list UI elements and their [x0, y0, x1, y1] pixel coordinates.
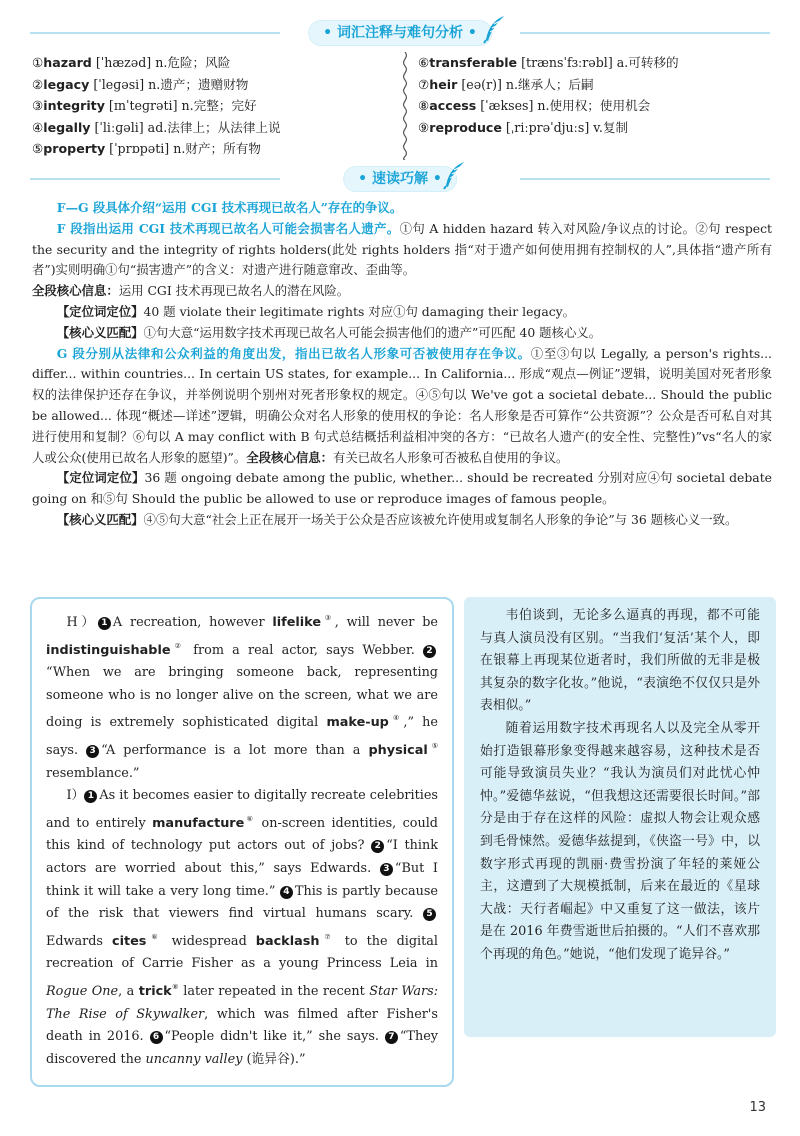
dot: • — [467, 25, 477, 41]
dot: • — [432, 171, 442, 187]
vocab-column-left — [32, 52, 392, 160]
passage-paragraph-i: I） 1 As it becomes easier to digitally recreate celebrities and to entirely manufacture⑥ on-screen identities, could this kind of technology put actors out of jobs? 2 “I think actors are worried about this,” says Edwards. 3 “But I think it will take a very long time.” 4 This is partly because of the risk that viewers find virtual humans scary. 5Edwards cites⑥ widespread backlash⑦ to the digital recreation of Carrie Fisher as a young Princess Leia in Rogue One, a trick⑧ later repeated in the recent Star Wars: The Rise of Skywalker, which was filmed after Fisher's death in 2016. 6 “People didn't like it,” she says. 7 “They discovered the uncanny valley (诡异谷).” — [46, 788, 439, 1067]
translation-paragraph-h: 韦伯谈到，无论多么逼真的再现，都不可能与真人演员没有区别。“当我们‘复活’某个人，即在银幕上再现某位逝者时，我们所做的无非是极其复杂的数字化妆。”他说，“表演绝不仅仅只是外表相似。” — [480, 608, 760, 714]
vocab-item: ⑨reproduce [ˌriːprəˈdjuːs] v.复制 — [418, 119, 629, 135]
vocab-item: ⑦heir [eə(r)] n.继承人；后嗣 — [418, 76, 594, 92]
reading-analysis — [32, 198, 772, 531]
analysis-match: 【核心义匹配】④⑤句大意“社会上正在展开一场关于公众是否应该被允许使用或复制名人形象的争论”与 36 题核心义一致。 — [56, 511, 738, 527]
passage-box — [30, 597, 454, 1087]
vocab-column-right — [418, 52, 778, 138]
analysis-core-info: 全段核心信息：运用 CGI 技术再现已故名人的潜在风险。 — [32, 283, 350, 299]
reading-section-header — [0, 166, 800, 192]
dot: • — [358, 171, 368, 187]
analysis-paragraph-f: F 段指出运用 CGI 技术再现已故名人可能会损害名人遗产。①句 A hidden hazard 转入对风险/争议点的讨论。②句 respect the security and the integrity of rights holders(此处 rights holders 指“对于遗产如何使用拥有控制权的人”,具体指“遗产所有者”)实则明确①句“损害遗产”的含义：对遗产进行随意窜改、歪曲等。 — [32, 220, 772, 278]
vocab-section-header — [0, 20, 800, 46]
analysis-paragraph-g: G 段分别从法律和公众利益的角度出发，指出已故名人形象可否被使用存在争议。①至③句以 Legally, a person's rights... differ... within countries... In certain US states, for example... In California... 形成“观点—例证”逻辑，说明美国对死者形象权的法律保护还存在争议，并举例说明个别州对死者形象权的规定。④⑤句以 We've got a societal debate... Should the public be allowed... 体现“概述—详述”逻辑，明确公众对名人形象的使用权的争论：名人形象是否可算作“公共资源”？公众是否可私自对其进行使用和复制？⑥句以 A may conflict with B 句式总结概括利益相冲突的各方：“已故名人遗产(的安全性、完整性)”vs“名人的家人或公众(使用已故名人形象的愿望)”。全段核心信息：有关已故名人形象可否被私自使用的争议。 — [32, 345, 772, 465]
feather-pen-icon — [442, 160, 468, 190]
vocab-header-pill — [308, 20, 492, 46]
passage-paragraph-h: H） 1 A recreation, however lifelike③, will never be indistinguishable② from a real actor, says Webber. 2“When we are bringing someone back, representing someone who is no longer alive on the screen, what we are doing is extremely sophisticated digital make-up④,” he says. 3 “A performance is a lot more than a physical⑤ resemblance.” — [46, 614, 438, 781]
reading-header-pill — [343, 166, 457, 192]
vocab-item: ⑧access [ˈækses] n.使用权；使用机会 — [418, 98, 651, 113]
vocab-item: ③integrity [ɪnˈteɡrəti] n.完整；完好 — [32, 98, 257, 113]
reading-header-title: 速读巧解 — [372, 171, 428, 187]
vocab-item: ②legacy [ˈleɡəsi] n.遗产；遗赠财物 — [32, 76, 249, 92]
translation-box — [464, 597, 776, 1037]
feather-pen-icon — [482, 14, 508, 44]
vocab-item: ⑤property [ˈprɒpəti] n.财产；所有物 — [32, 141, 261, 156]
header-rule-right — [520, 32, 770, 34]
vocab-item: ④legally [ˈliːɡəli] ad.法律上；从法律上说 — [32, 119, 281, 135]
analysis-locate: 【定位词定位】36 题 ongoing debate among the public, whether... should be recreated 分别对应④句 societal debate going on 和⑤句 Should the public be allowed to use or reproduce images of famous people。 — [32, 470, 773, 507]
dot: • — [323, 25, 333, 41]
header-rule-right — [520, 178, 770, 180]
vocab-item: ①hazard [ˈhæzəd] n.危险；风险 — [32, 55, 231, 70]
analysis-summary: F—G 段具体介绍“运用 CGI 技术再现已故名人”存在的争议。 — [56, 200, 403, 215]
analysis-locate: 【定位词定位】40 题 violate their legitimate rights 对应①句 damaging their legacy。 — [56, 303, 576, 319]
spiral-binding-icon — [398, 52, 412, 160]
vocab-item: ⑥transferable [trænsˈfɜːrəbl] a.可转移的 — [418, 55, 679, 70]
header-rule-left — [30, 178, 280, 180]
vocab-list — [32, 52, 772, 162]
vocab-header-title: 词汇注释与难句分析 — [337, 25, 463, 41]
header-rule-left — [30, 32, 280, 34]
translation-paragraph-i: 随着运用数字技术再现名人以及完全从零开始打造银幕形象变得越来越容易，这种技术是否可能导致演员失业？“我认为演员们对此忧心忡忡。”爱德华兹说，“但我想这还需要很长时间。”部分是由于存在这样的风险：虚拟人物会让观众感到毛骨悚然。爱德华兹提到，《侠盗一号》中，以数字形式再现的凯丽·费雪扮演了年轻的莱娅公主，这遭到了大规模抵制，后来在最近的《星球大战：天行者崛起》中又重复了这一做法，该片是在 2016 年费雪逝世后拍摄的。“人们不喜欢那个再现的角色。”她说，“他们发现了诡异谷。” — [480, 720, 760, 962]
page-number: 13 — [749, 1100, 766, 1115]
analysis-match: 【核心义匹配】①句大意“运用数字技术再现已故名人可能会损害他们的遗产”可匹配 40 题核心义。 — [56, 324, 602, 340]
